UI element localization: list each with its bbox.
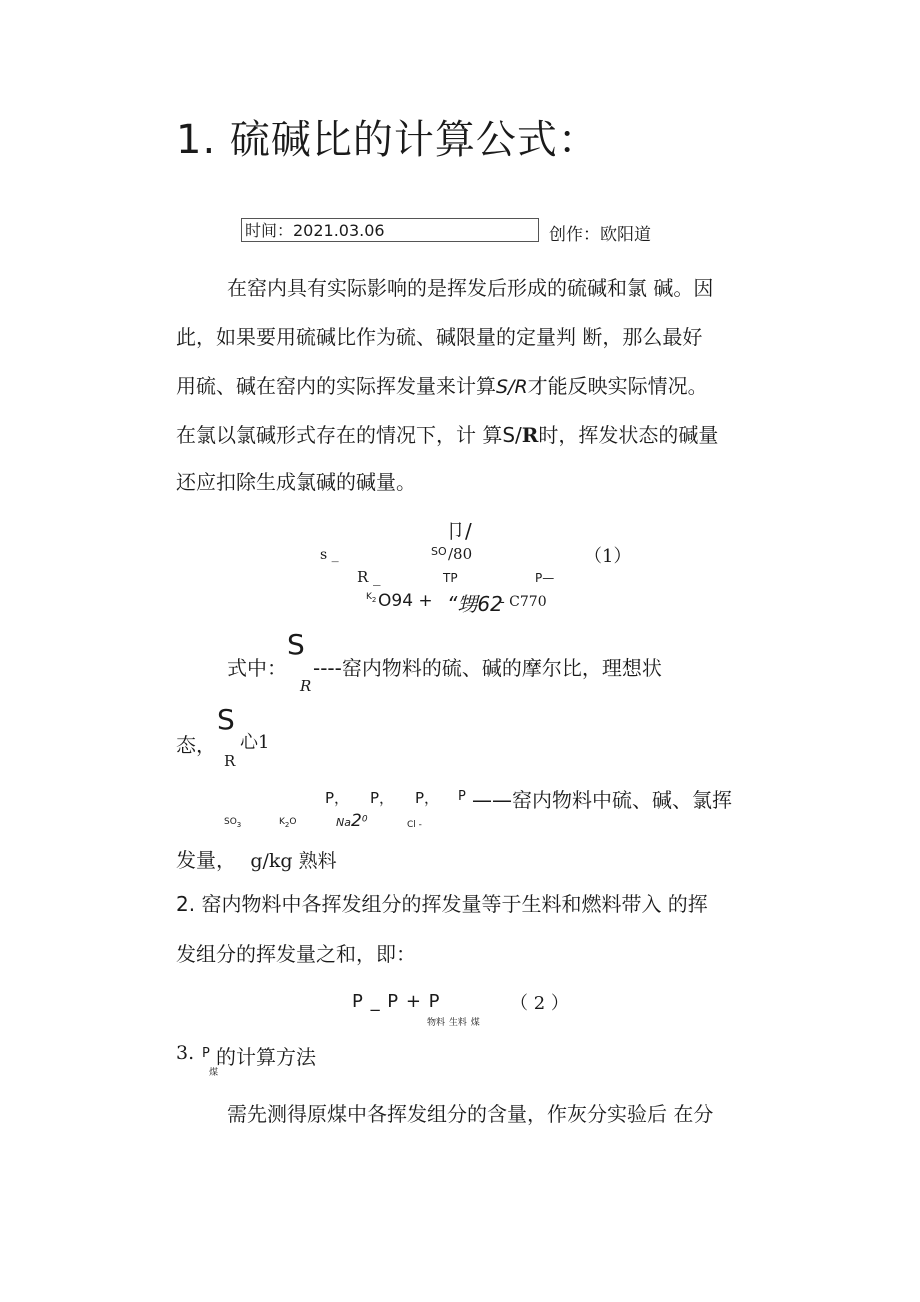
item2-line2: 发组分的挥发量之和，即： [176,942,416,966]
formula1-k [366,592,376,604]
formula1-tp: TP [443,571,458,585]
para1-line4-a: 在氯以氯碱形式存在的情况下，计 算S/ [176,423,522,447]
plist-sub-k2o [279,817,296,829]
section-heading: 1. 硫碱比的计算公式： [176,117,599,163]
plist-sub-k2o-b: 2 [284,820,290,829]
formula1-p: P— [535,571,555,585]
item3-text: 的计算方法 [216,1045,316,1069]
where-s-symbol: S [287,628,305,661]
plist-p1: P， [325,789,350,807]
plist-sub-k2o-c: O [289,817,297,827]
formula1-c770: - C770 [500,594,547,610]
plist-sub-k2o-a: K [279,817,285,827]
last-para-line1: 需先测得原煤中各挥发组分的含量，作灰分实验后 在分 [227,1102,714,1126]
para1-line2: 此，如果要用硫碱比作为硫、碱限量的定量判 断，那么最好 [176,325,703,349]
plist-sub-so3-b: 3 [236,820,242,829]
meta-author: 创作：欧阳道 [549,225,651,245]
unit-line-b: g/kg 熟料 [250,850,337,872]
plist-p3: P， [415,789,440,807]
item3-num: 3. [176,1042,195,1064]
formula1-so-val: /80 [448,545,473,563]
where-desc: ----窑内物料的硫、碱的摩尔比，理想状 [313,656,662,680]
ratio-sr: S/R [496,376,528,398]
formula1-mid: “甥62 [447,592,503,616]
plist-desc: ——窑内物料中硫、碱、氯挥 [472,788,732,812]
state-label: 态， [176,733,216,757]
para1-line5: 还应扣除生成氯碱的碱量。 [176,470,416,494]
plist-sub-na2o-b: 2 [350,811,362,831]
plist-sub-na2o-a: Na [336,816,351,829]
para1-line4-r: R [521,423,539,447]
state-xin: 心1 [240,732,270,753]
plist-sub-cl: Cl - [407,820,422,830]
formula1-r: R _ [357,568,381,586]
formula1-eq-number: （1） [584,546,632,567]
formula2-subscripts: 物料 生料 煤 [427,1018,480,1028]
para1-line3-text: 用硫、碱在窑内的实际挥发量来计算 [176,374,496,398]
item3-sub: 煤 [209,1068,219,1078]
formula2-eq-number: （ 2 ） [510,993,569,1014]
plist-sub-so3-a: SO [224,817,237,827]
plist-sub-na2o [336,811,368,831]
formula1-k-letter: K [366,592,372,602]
unit-line [176,844,337,873]
formula1-so: SO [431,545,447,558]
plist-p4: P [458,789,466,804]
para1-line3 [176,370,708,399]
state-r-symbol: R [224,752,236,770]
item2-line1: 2. 窑内物料中各挥发组分的挥发量等于生料和燃料带入 的挥 [176,892,708,916]
para1-line4 [176,419,718,448]
formula1-top: 卩/ [445,519,472,543]
state-s-symbol: S [217,703,235,736]
where-r-symbol: R [300,677,312,695]
formula2-expr: P _ P + P [352,991,441,1012]
plist-sub-na2o-c: 0 [361,814,368,825]
where-label: 式中： [227,656,287,680]
formula1-o94: O94 + [378,591,433,611]
item3-p: P [202,1046,210,1061]
formula1-s: s _ [320,547,339,563]
meta-time-box: 时间：2021.03.06 [241,218,539,242]
formula1-k-sub: 2 [371,595,377,604]
para1-line3-end: 才能反映实际情况。 [527,374,708,398]
plist-sub-so3 [224,817,241,829]
para1-line4-b: 时，挥发状态的碱量 [538,423,719,447]
para1-line1: 在窑内具有实际影响的是挥发后形成的硫碱和氯 碱。因 [227,276,714,300]
unit-line-a: 发量， [176,848,236,872]
plist-p2: P， [370,789,395,807]
